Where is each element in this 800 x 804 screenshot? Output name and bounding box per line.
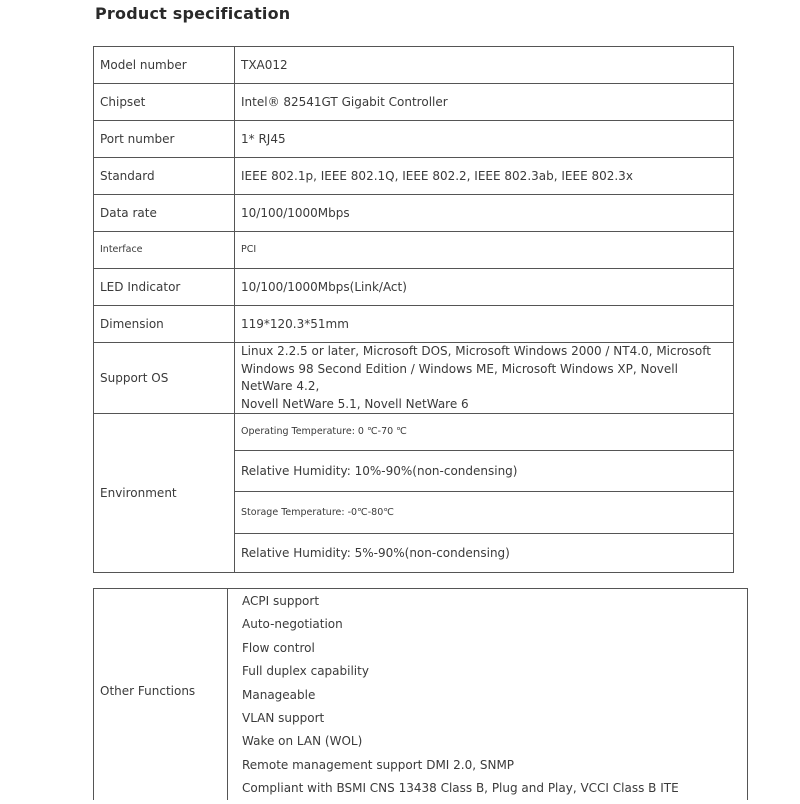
table-row bbox=[94, 343, 734, 414]
spec-table bbox=[93, 46, 734, 573]
list-item: VLAN support bbox=[242, 710, 325, 725]
row-value-led: 10/100/1000Mbps(Link/Act) bbox=[235, 269, 734, 306]
row-value-standard: IEEE 802.1p, IEEE 802.1Q, IEEE 802.2, IEEE 802.3ab, IEEE 802.3x bbox=[235, 158, 734, 195]
table-row bbox=[94, 84, 734, 121]
row-value-port: 1* RJ45 bbox=[235, 121, 734, 158]
page-title: Product specification bbox=[95, 4, 291, 23]
row-key-model: Model number bbox=[94, 47, 235, 84]
row-key-standard: Standard bbox=[94, 158, 235, 195]
env-storage-temp: Storage Temperature: -0℃-80℃ bbox=[235, 492, 734, 534]
row-key-port: Port number bbox=[94, 121, 235, 158]
row-key-environment: Environment bbox=[94, 414, 235, 573]
table-row bbox=[94, 306, 734, 343]
row-value-datarate: 10/100/1000Mbps bbox=[235, 195, 734, 232]
list-item: Manageable bbox=[242, 687, 316, 702]
table-row bbox=[94, 47, 734, 84]
other-functions-key: Other Functions bbox=[100, 684, 196, 698]
os-line: Linux 2.2.5 or later, Microsoft DOS, Microsoft Windows 2000 / NT4.0, Microsoft bbox=[241, 344, 711, 358]
os-line: Novell NetWare 5.1, Novell NetWare 6 bbox=[241, 396, 469, 411]
row-value-chipset: Intel® 82541GT Gigabit Controller bbox=[235, 84, 734, 121]
env-storage-humidity: Relative Humidity: 5%-90%(non-condensing) bbox=[235, 534, 734, 573]
table-row bbox=[94, 232, 734, 269]
row-key-chipset: Chipset bbox=[94, 84, 235, 121]
other-functions-block bbox=[93, 588, 748, 800]
row-key-datarate: Data rate bbox=[94, 195, 235, 232]
row-key-os: Support OS bbox=[94, 343, 235, 414]
list-item: Compliant with BSMI CNS 13438 Class B, Plug and Play, VCCI Class B ITE bbox=[242, 781, 679, 796]
os-line: Windows 98 Second Edition / Windows ME, Microsoft Windows XP, Novell NetWare 4.2, bbox=[241, 361, 678, 393]
table-row bbox=[94, 195, 734, 232]
list-item: Auto-negotiation bbox=[242, 617, 343, 632]
list-item: ACPI support bbox=[242, 594, 320, 608]
row-value-model: TXA012 bbox=[235, 47, 734, 84]
list-item: Remote management support DMI 2.0, SNMP bbox=[242, 757, 515, 772]
table-row bbox=[94, 158, 734, 195]
row-key-interface: Interface bbox=[94, 232, 235, 269]
table-row bbox=[94, 414, 734, 451]
row-key-dimension: Dimension bbox=[94, 306, 235, 343]
column-divider bbox=[227, 589, 228, 800]
table-row bbox=[94, 121, 734, 158]
row-value-dimension: 119*120.3*51mm bbox=[235, 306, 734, 343]
row-value-interface: PCI bbox=[235, 232, 734, 269]
table-row bbox=[94, 269, 734, 306]
other-functions-list bbox=[242, 593, 679, 804]
env-operating-temp: Operating Temperature: 0 ℃-70 ℃ bbox=[235, 414, 734, 451]
list-item: Flow control bbox=[242, 640, 315, 655]
row-value-os bbox=[235, 343, 734, 414]
list-item: Wake on LAN (WOL) bbox=[242, 734, 363, 749]
row-key-led: LED Indicator bbox=[94, 269, 235, 306]
env-operating-humidity: Relative Humidity: 10%-90%(non-condensing) bbox=[235, 451, 734, 492]
list-item: Full duplex capability bbox=[242, 664, 369, 679]
